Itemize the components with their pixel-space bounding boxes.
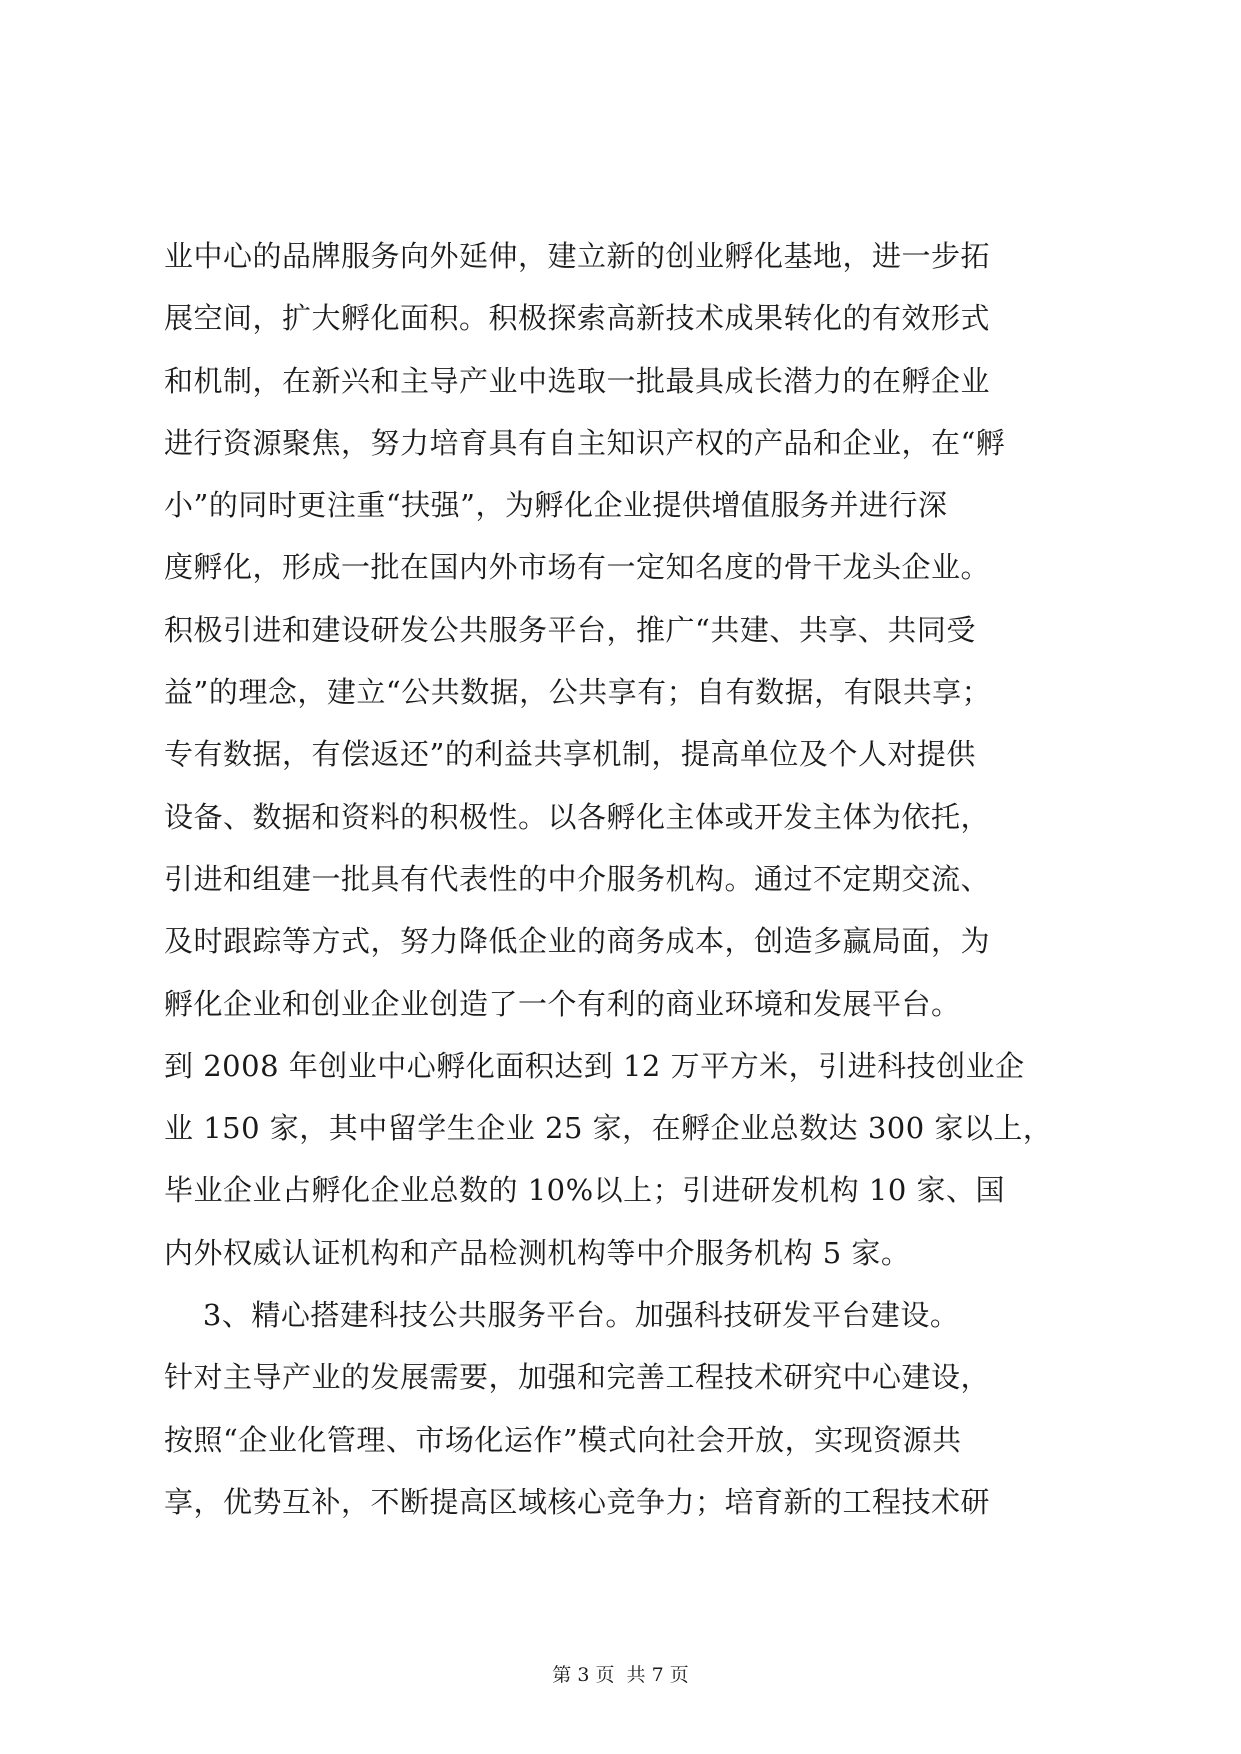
text-line: 内外权威认证机构和产品检测机构等中介服务机构 5 家。 [164, 1235, 911, 1270]
text-line: 展空间，扩大孵化面积。积极探索高新技术成果转化的有效形式 [164, 301, 991, 336]
text-line: 享，优势互补，不断提高区域核心竞争力；培育新的工程技术研 [164, 1484, 991, 1519]
text-line: 毕业企业占孵化企业总数的 10%以上；引进研发机构 10 家、国 [164, 1173, 1006, 1208]
text-line: 设备、数据和资料的积极性。以各孵化主体或开发主体为依托， [164, 799, 991, 834]
text-line: 度孵化，形成一批在国内外市场有一定知名度的骨干龙头企业。 [164, 550, 991, 585]
page-number-footer: 第 3 页 共 7 页 [552, 1664, 689, 1686]
text-line: 及时跟踪等方式，努力降低企业的商务成本，创造多赢局面，为 [164, 924, 991, 959]
text-line: 专有数据，有偿返还”的利益共享机制，提高单位及个人对提供 [164, 737, 976, 772]
text-line: 到 2008 年创业中心孵化面积达到 12 万平方米，引进科技创业企 [164, 1048, 1025, 1083]
text-line: 积极引进和建设研发公共服务平台，推广“共建、共享、共同受 [164, 612, 976, 647]
text-line: 小”的同时更注重“扶强”，为孵化企业提供增值服务并进行深 [164, 488, 948, 523]
text-line: 按照“企业化管理、市场化运作”模式向社会开放，实现资源共 [164, 1422, 962, 1457]
text-line: 引进和组建一批具有代表性的中介服务机构。通过不定期交流、 [164, 861, 991, 896]
text-line: 业中心的品牌服务向外延伸，建立新的创业孵化基地，进一步拓 [164, 239, 991, 273]
text-line: 业 150 家，其中留学生企业 25 家，在孵企业总数达 300 家以上， [164, 1111, 1053, 1146]
body-text [164, 225, 1084, 1533]
text-line: 针对主导产业的发展需要，加强和完善工程技术研究中心建设， [164, 1360, 991, 1395]
text-line: 进行资源聚焦，努力培育具有自主知识产权的产品和企业，在“孵 [164, 425, 1006, 460]
text-line: 和机制，在新兴和主导产业中选取一批最具成长潜力的在孵企业 [164, 363, 991, 398]
text-line: 益”的理念，建立“公共数据，公共享有；自有数据，有限共享； [164, 675, 992, 710]
text-line: 3、精心搭建科技公共服务平台。加强科技研发平台建设。 [164, 1298, 960, 1333]
text-line: 孵化企业和创业企业创造了一个有利的商业环境和发展平台。 [164, 986, 961, 1021]
